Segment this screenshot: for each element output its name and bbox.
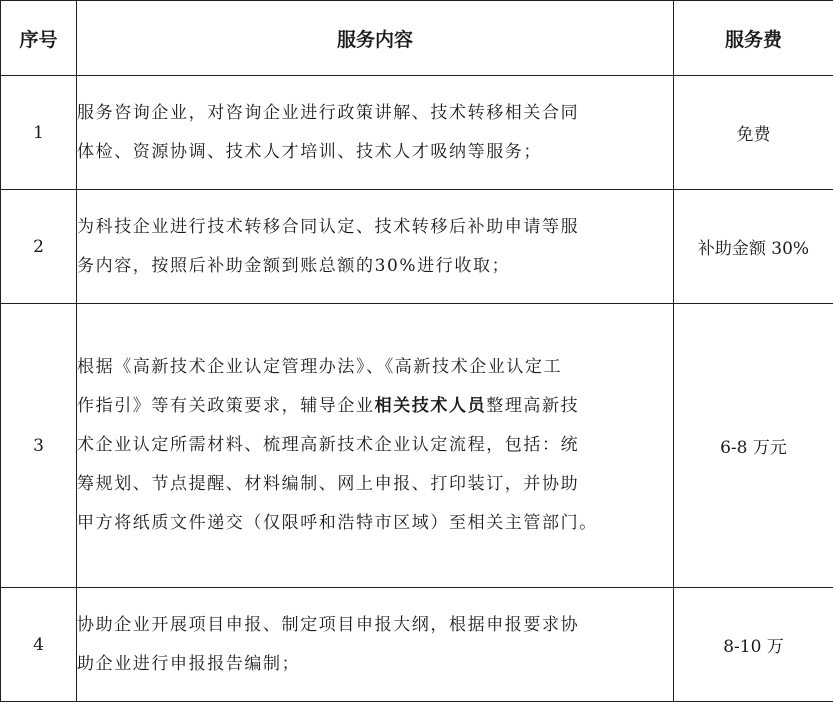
row-fee: 补助金额 30%	[674, 190, 833, 304]
row-index: 3	[1, 304, 77, 588]
content-line: 术企业认定所需材料、梳理高新技术企业认定流程，包括：统	[77, 426, 673, 465]
row-index: 2	[1, 190, 77, 304]
row-index: 4	[1, 588, 77, 702]
header-content: 服务内容	[77, 1, 674, 76]
table-row	[1, 304, 833, 588]
row-content	[77, 304, 674, 588]
content-line: 服务咨询企业，对咨询企业进行政策讲解、技术转移相关合同	[77, 94, 673, 133]
content-line: 甲方将纸质文件递交（仅限呼和浩特市区域）至相关主管部门。	[77, 504, 673, 543]
content-line: 根据《高新技术企业认定管理办法》、《高新技术企业认定工	[77, 348, 673, 387]
row-fee: 8-10 万	[674, 588, 833, 702]
content-line	[77, 387, 673, 426]
row-fee: 免费	[674, 76, 833, 190]
content-line: 务内容，按照后补助金额到账总额的30%进行收取；	[77, 247, 673, 286]
content-line: 协助企业开展项目申报、制定项目申报大纲，根据申报要求协	[77, 606, 673, 645]
content-line: 为科技企业进行技术转移合同认定、技术转移后补助申请等服	[77, 208, 673, 247]
bold-highlight: 相关技术人员	[375, 396, 487, 416]
row-content	[77, 76, 674, 190]
content-segment: 整理高新技	[486, 396, 579, 416]
table-row	[1, 190, 833, 304]
row-index: 1	[1, 76, 77, 190]
content-segment: 作指引》等有关政策要求，辅导企业	[77, 396, 375, 416]
row-content	[77, 190, 674, 304]
row-fee: 6-8 万元	[674, 304, 833, 588]
table-header-row	[1, 1, 833, 76]
content-line: 筹规划、节点提醒、材料编制、网上申报、打印装订，并协助	[77, 465, 673, 504]
row-content	[77, 588, 674, 702]
table-row	[1, 76, 833, 190]
content-line: 助企业进行申报报告编制；	[77, 645, 673, 684]
content-line: 体检、资源协调、技术人才培训、技术人才吸纳等服务；	[77, 133, 673, 172]
header-fee: 服务费	[674, 1, 833, 76]
header-index: 序号	[1, 1, 77, 76]
table-row	[1, 588, 833, 702]
